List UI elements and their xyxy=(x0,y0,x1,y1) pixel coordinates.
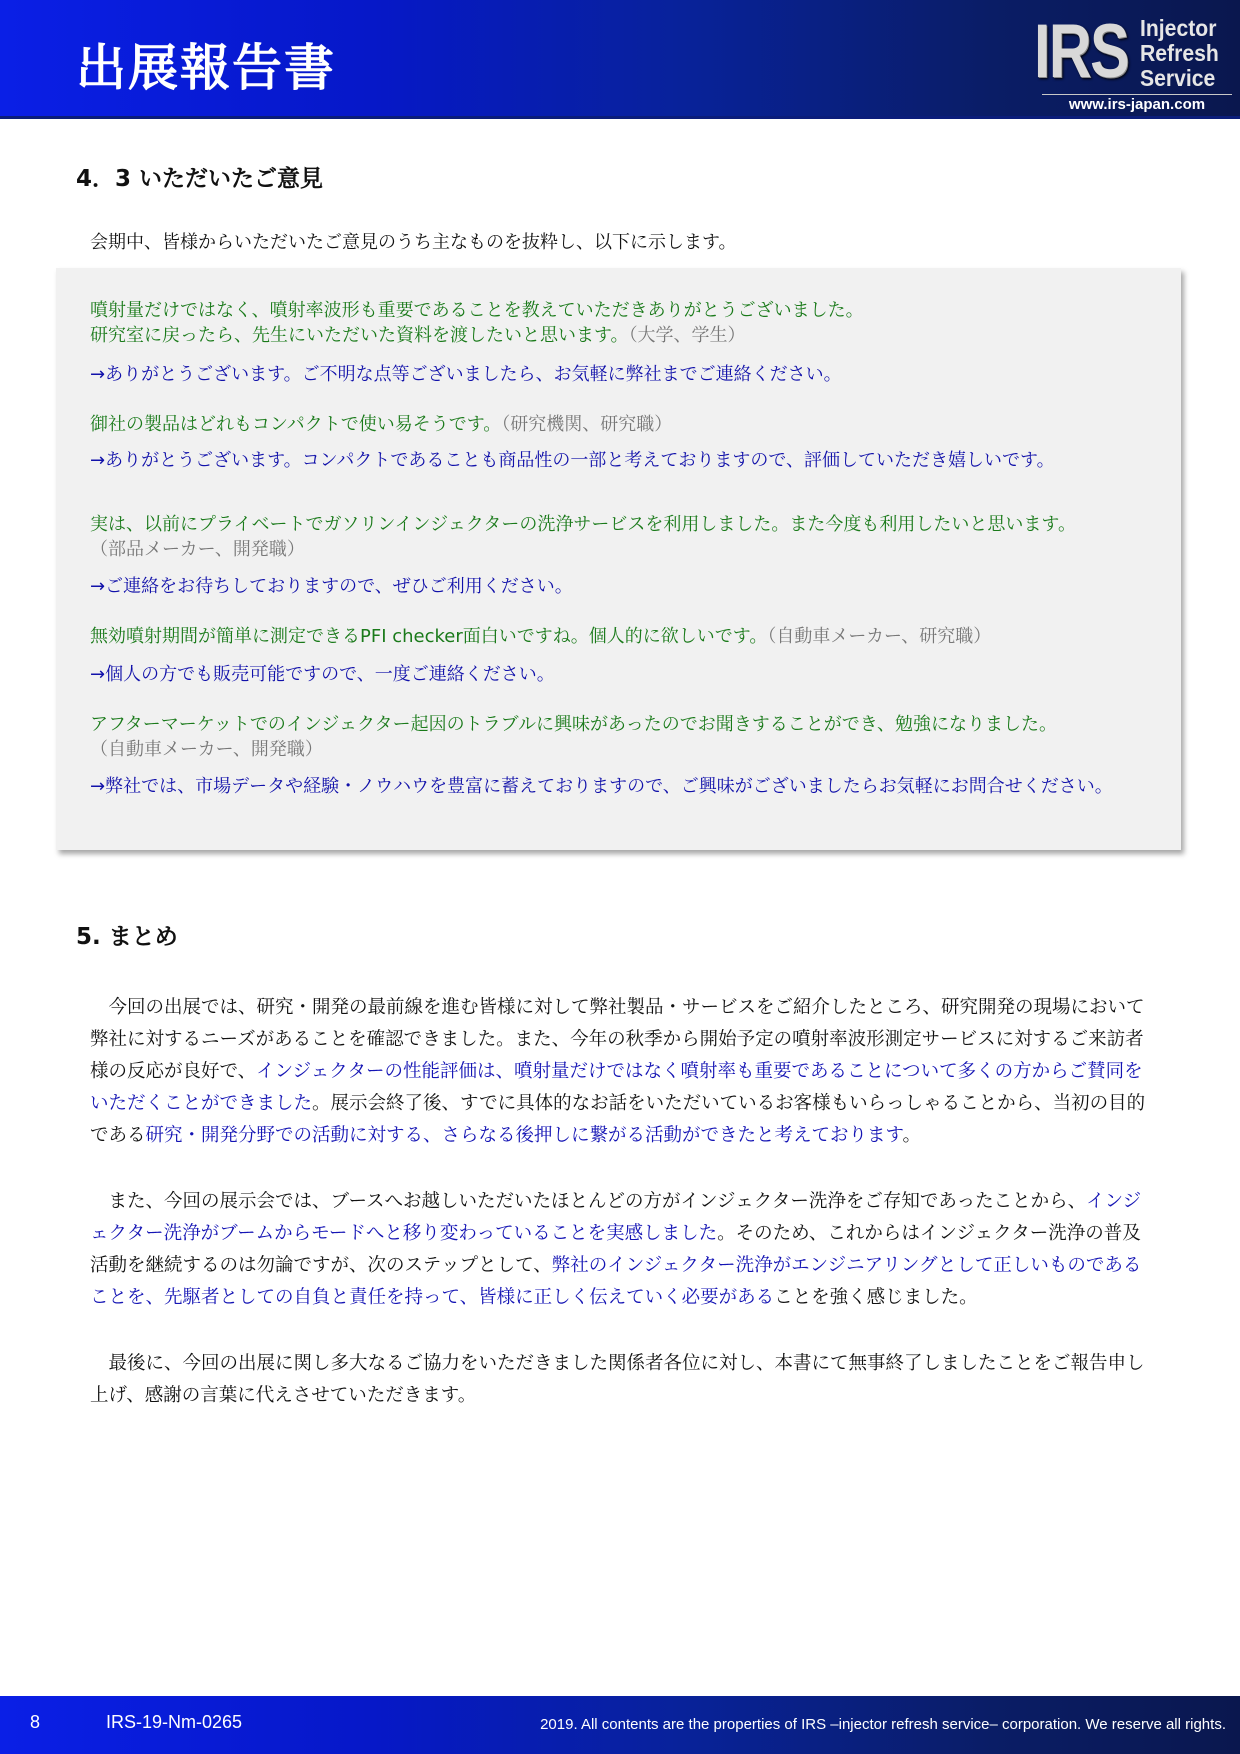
page-footer xyxy=(0,1696,1240,1754)
section-4-3-intro: 会期中、皆様からいただいたご意見のうち主なものを抜粋し、以下に示します。 xyxy=(90,232,737,253)
summary-text: 今回の出展では、研究・開発の最前線を進む皆様に対して弊社製品・サービスをご紹介したところ、研究開発の現場において弊社に対するニーズがあることを確認できました。また、今年の秋季から開始予定の噴射率波形測定サービスに対するご来訪者様の反応が良好で、 xyxy=(90,997,1145,1082)
feedback-comment: 実は、以前にプライベートでガソリンインジェクターの洗浄サービスを利用しました。また今度も利用したいと思います。 xyxy=(90,514,1076,535)
summary-text: 。展示会終了後、すでに具体的なお話をいただいているお客様もいらっしゃることから、当初の目的である xyxy=(90,1093,1146,1146)
feedback-item xyxy=(90,624,1180,649)
feedback-source: （自動車メーカー、研究職） xyxy=(767,626,992,647)
summary-text: また、今回の展示会では、ブースへお越しいただいたほとんどの方がインジェクター洗浄をご存知であったことから、 xyxy=(108,1191,1087,1212)
document-title: 出展報告書 xyxy=(76,39,336,97)
feedback-reply: →弊社では、市場データや経験・ノウハウを豊富に蓄えておりますので、ご興味がございましたらお気軽にお問合せください。 xyxy=(90,776,1113,797)
logo-url: www.irs-japan.com xyxy=(1042,94,1232,113)
summary-highlight: 弊社のインジェクター洗浄がエンジニアリングとして正しいものであることを、先駆者としての自負と責任を持って、皆様に正しく伝えていく必要がある xyxy=(90,1255,1142,1308)
logo-irs-mark: IRS xyxy=(1034,9,1129,94)
feedback-item xyxy=(90,412,1180,437)
feedback-item xyxy=(90,298,1180,348)
summary-text: 。そのため、これからはインジェクター洗浄の普及活動を継続するのは勿論ですが、次のステップとして、 xyxy=(90,1223,1141,1276)
irs-logo xyxy=(1034,9,1234,113)
feedback-comment: 御社の製品はどれもコンパクトで使い易そうです。 xyxy=(90,414,502,435)
feedback-reply: →個人の方でも販売可能ですので、一度ご連絡ください。 xyxy=(90,664,555,685)
summary-highlight: 研究・開発分野での活動に対する、さらなる後押しに繋がる活動ができたと考えております xyxy=(145,1125,903,1146)
summary-paragraph-2 xyxy=(90,1186,1150,1314)
page-number: 8 xyxy=(30,1712,41,1732)
summary-paragraph-3: 最後に、今回の出展に関し多大なるご協力をいただきました関係者各位に対し、本書にて無事終了しましたことをご報告申し上げ、感謝の言葉に代えさせていただきます。 xyxy=(90,1353,1145,1406)
logo-wordmark xyxy=(1140,16,1219,91)
section-5-heading: 5. まとめ xyxy=(76,924,178,950)
logo-word-injector: Injector xyxy=(1140,15,1217,41)
feedback-comment: 無効噴射期間が簡単に測定できるPFI checker面白いですね。個人的に欲しいです。 xyxy=(90,626,768,647)
copyright-notice: 2019. All contents are the properties of IRS –injector refresh service– corporation. We reserve all rights. xyxy=(540,1716,1226,1733)
feedback-reply: →ありがとうございます。ご不明な点等ございましたら、お気軽に弊社までご連絡ください。 xyxy=(90,364,842,385)
summary-text: ことを強く感じました。 xyxy=(774,1287,978,1308)
feedback-source: （研究機関、研究職） xyxy=(501,414,673,435)
logo-word-refresh: Refresh xyxy=(1140,40,1219,66)
summary-text: 。 xyxy=(902,1125,922,1146)
feedback-item xyxy=(90,712,1180,762)
feedback-source: （大学、学生） xyxy=(628,325,746,346)
feedback-source: （部品メーカー、開発職） xyxy=(90,539,305,560)
page-header xyxy=(0,0,1240,119)
logo-word-service: Service xyxy=(1140,65,1216,91)
summary-highlight: インジェクター洗浄がブームからモードへと移り変わっていることを実感しました xyxy=(90,1191,1142,1244)
section-4-3-heading: 4．3 いただいたご意見 xyxy=(76,166,324,192)
feedback-comment: アフターマーケットでのインジェクター起因のトラブルに興味があったのでお聞きすることができ、勉強になりました。 xyxy=(90,714,1058,735)
document-id: IRS-19-Nm-0265 xyxy=(106,1712,243,1732)
summary-highlight: インジェクターの性能評価は、噴射量だけではなく噴射率も重要であることについて多くの方からご賛同をいただくことができました xyxy=(90,1061,1143,1114)
feedback-reply: →ありがとうございます。コンパクトであることも商品性の一部と考えておりますので、評価していただき嬉しいです。 xyxy=(90,450,1055,471)
feedback-source: （自動車メーカー、開発職） xyxy=(90,739,323,760)
feedback-box xyxy=(56,268,1181,850)
summary-paragraph-1 xyxy=(90,992,1150,1152)
feedback-item xyxy=(90,512,1180,562)
feedback-reply: →ご連絡をお待ちしておりますので、ぜひご利用ください。 xyxy=(90,576,573,597)
feedback-comment: 噴射量だけではなく、噴射率波形も重要であることを教えていただきありがとうございました。 研究室に戻ったら、先生にいただいた資料を渡したいと思います。 xyxy=(90,300,864,346)
